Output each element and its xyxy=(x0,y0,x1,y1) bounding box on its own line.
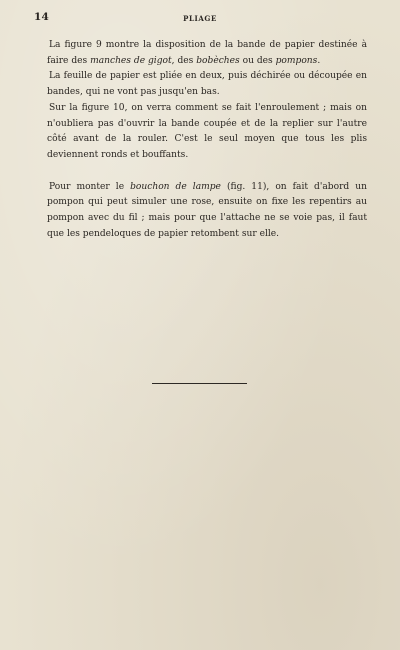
text-run: , des xyxy=(171,55,197,66)
paragraph xyxy=(47,101,367,164)
text-run: La feuille de papier est pliée en deux, puis déchirée ou découpée en bandes, qui ne vont pas jusqu'en bas. xyxy=(47,71,367,98)
section-rule xyxy=(152,383,247,384)
body-text xyxy=(47,38,367,242)
text-run: Sur la figure 10, on verra comment se fait l'enroulement ; mais on n'oubliera pas d'ouvrir la bande coupée et de la replier sur l'autre côté avant de la rouler. C'est le seul moyen que tous les plis deviennent ronds et bouffants. xyxy=(47,102,367,160)
text-run: (fig. 11), on fait d'abord un pompon qui peut simuler une rose, ensuite on fixe les repentirs au pompon avec du fil ; mais pour que l'attache ne se voie pas, il faut que les pendeloques de papier retombent sur elle. xyxy=(47,181,367,239)
page-number: 14 xyxy=(34,11,50,23)
paragraph xyxy=(47,69,367,100)
paragraph xyxy=(47,38,367,69)
running-title: PLIAGE xyxy=(183,14,217,23)
italic-term: manches de gigot xyxy=(90,55,172,66)
paragraph xyxy=(47,180,367,243)
text-run: ou des xyxy=(239,55,276,66)
text-run: La figure 9 montre la disposition de la bande de papier destinée à faire des xyxy=(47,40,367,66)
italic-term: bouchon de lampe xyxy=(130,181,221,192)
italic-term: pompons xyxy=(275,55,318,66)
italic-term: bobèches xyxy=(196,55,240,66)
text-run: . xyxy=(317,55,321,66)
text-run: Pour monter le xyxy=(49,181,131,192)
